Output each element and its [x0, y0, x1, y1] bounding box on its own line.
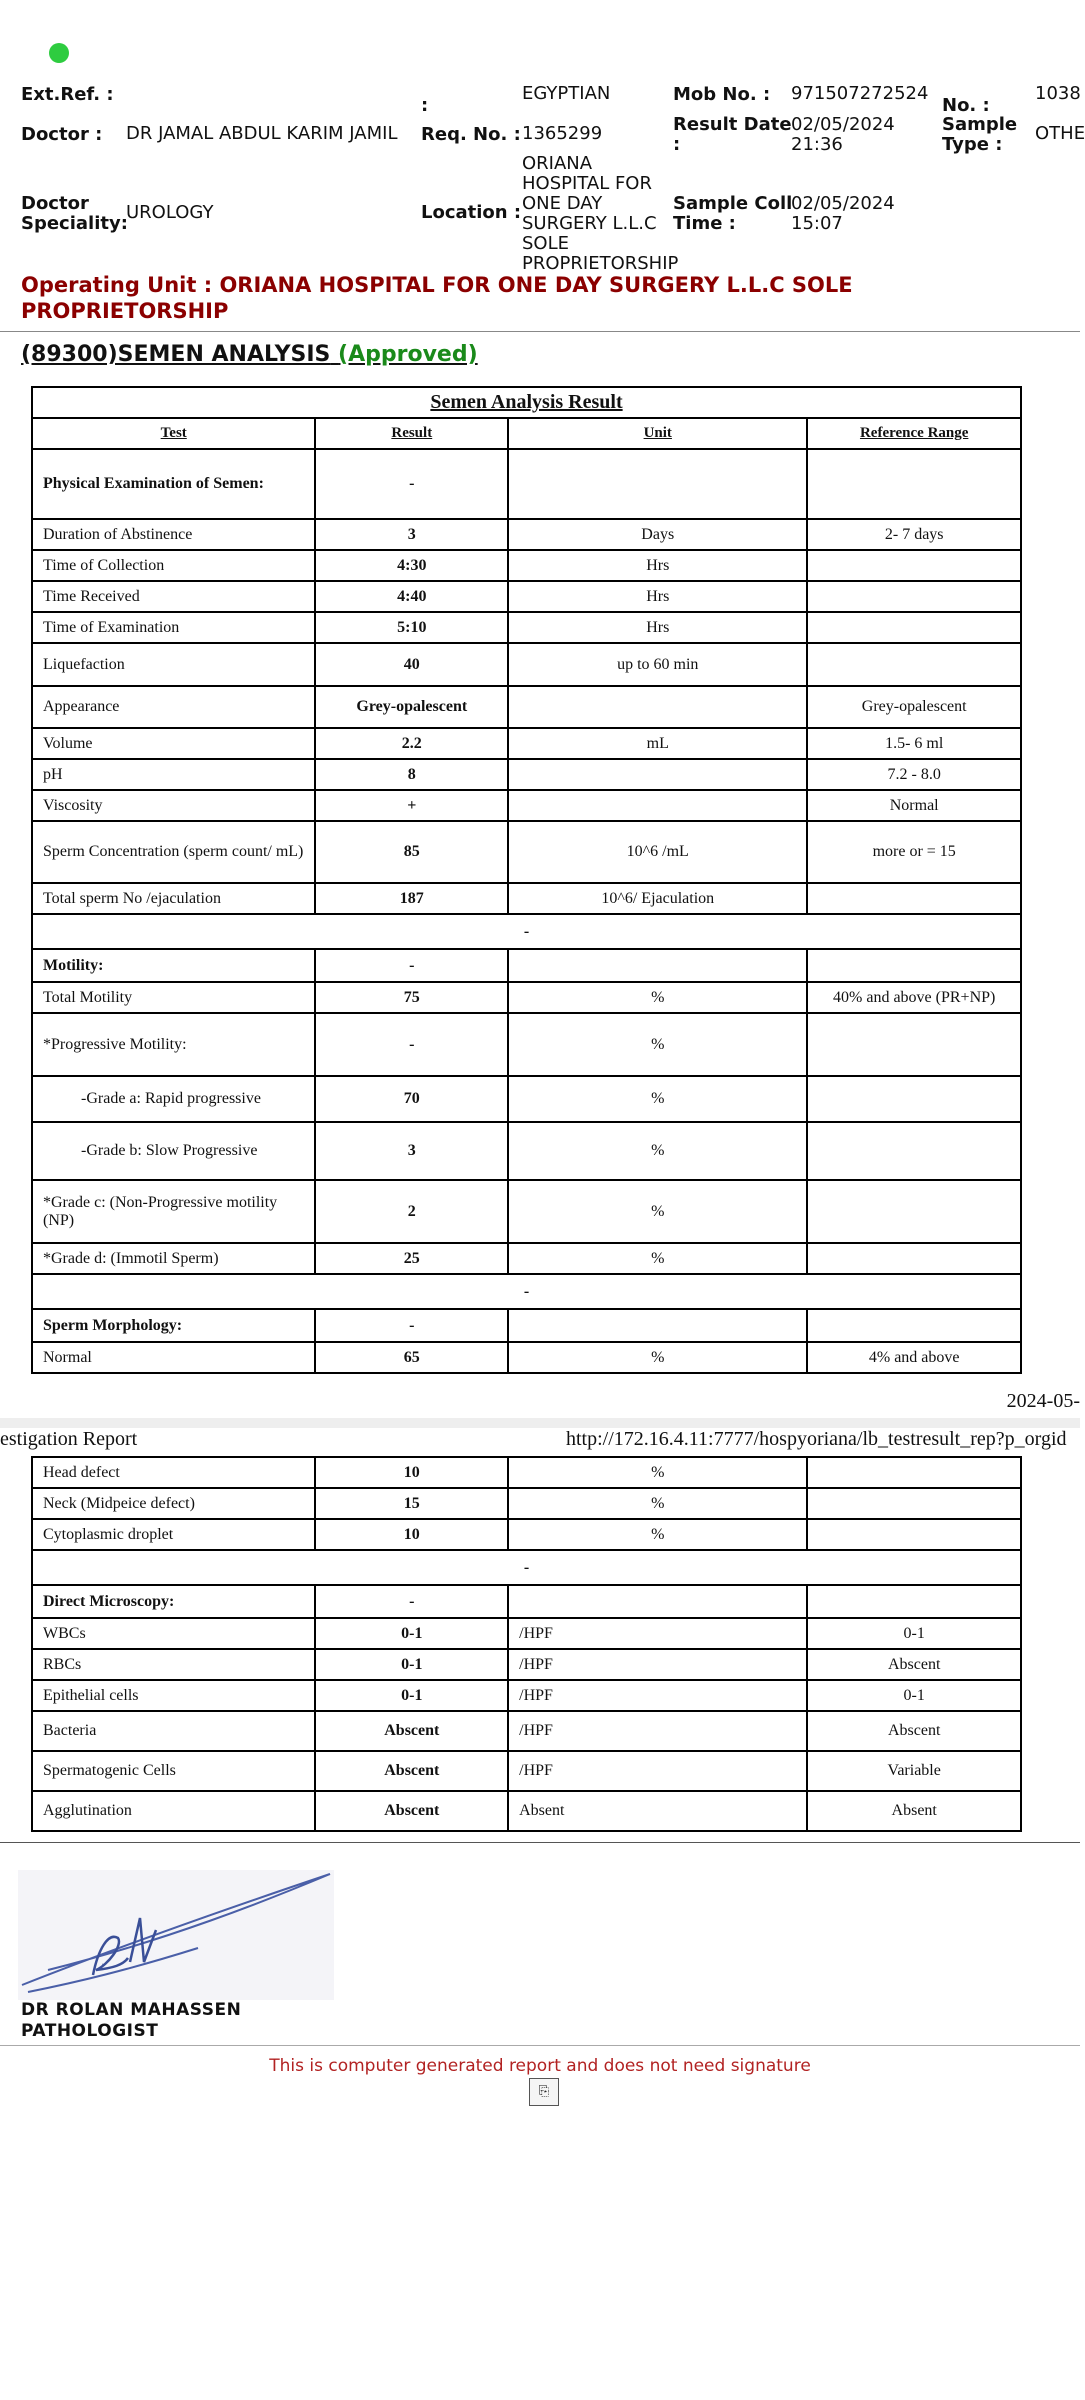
cell-unit: % — [508, 1457, 807, 1488]
result-date-value: 02/05/2024 21:36 — [791, 114, 895, 155]
location-label: Location : — [421, 202, 522, 223]
cell-unit: Absent — [508, 1791, 807, 1831]
table-row — [32, 1519, 1021, 1550]
cell-test: Normal — [32, 1342, 315, 1373]
table-row — [32, 1243, 1021, 1274]
cell-unit — [508, 449, 807, 519]
table-row — [32, 821, 1021, 883]
cell-reference — [807, 949, 1021, 982]
req-label: Req. No. : — [421, 124, 521, 145]
table-row — [32, 728, 1021, 759]
cell-unit: % — [508, 982, 807, 1013]
cell-reference — [807, 1309, 1021, 1342]
cell-reference — [807, 883, 1021, 914]
cell-reference — [807, 1180, 1021, 1243]
approval-status: (Approved) — [338, 342, 478, 367]
cell-reference: Abscent — [807, 1649, 1021, 1680]
cell-reference — [807, 643, 1021, 686]
table-row — [32, 1711, 1021, 1751]
table-row — [32, 1274, 1021, 1309]
cell-test: Bacteria — [32, 1711, 315, 1751]
test-title — [21, 342, 478, 367]
table-row — [32, 1618, 1021, 1649]
cell-unit: % — [508, 1180, 807, 1243]
cell-reference — [807, 1457, 1021, 1488]
table-row — [32, 1013, 1021, 1076]
cell-reference: Grey-opalescent — [807, 686, 1021, 728]
cell-reference — [807, 1488, 1021, 1519]
table-row — [32, 612, 1021, 643]
document-icon[interactable]: ⎘ — [529, 2078, 559, 2106]
speciality-value: UROLOGY — [126, 202, 214, 223]
cell-result: - — [315, 1013, 508, 1076]
table-row — [32, 1791, 1021, 1831]
cell-unit: mL — [508, 728, 807, 759]
cell-result: - — [315, 949, 508, 982]
signature-image — [18, 1870, 334, 2000]
cell-reference — [807, 1585, 1021, 1618]
cell-test: Epithelial cells — [32, 1680, 315, 1711]
table-row — [32, 449, 1021, 519]
cell-test: Time of Examination — [32, 612, 315, 643]
table-row — [32, 1457, 1021, 1488]
cell-result: 0-1 — [315, 1618, 508, 1649]
cell-test: Sperm Morphology: — [32, 1309, 315, 1342]
ext-ref-label: Ext.Ref. : — [21, 84, 114, 105]
cell-reference — [807, 612, 1021, 643]
cell-result: 15 — [315, 1488, 508, 1519]
cell-result: Abscent — [315, 1751, 508, 1791]
cell-unit: % — [508, 1243, 807, 1274]
cell-test: *Grade d: (Immotil Sperm) — [32, 1243, 315, 1274]
mob-value: 971507272524 — [791, 83, 929, 104]
cell-result: 0-1 — [315, 1680, 508, 1711]
table-row — [32, 883, 1021, 914]
table-row — [32, 1751, 1021, 1791]
table-row — [32, 550, 1021, 581]
cell-test: RBCs — [32, 1649, 315, 1680]
row-separator: - — [32, 914, 1021, 949]
cell-reference: 4% and above — [807, 1342, 1021, 1373]
doctor-signature-block — [21, 2000, 241, 2042]
cell-unit: 10^6/ Ejaculation — [508, 883, 807, 914]
test-name: (89300)SEMEN ANALYSIS — [21, 342, 331, 367]
cell-result: 4:30 — [315, 550, 508, 581]
cell-reference: 40% and above (PR+NP) — [807, 982, 1021, 1013]
cell-reference — [807, 449, 1021, 519]
table-row — [32, 1122, 1021, 1180]
semen-analysis-table — [31, 386, 1022, 1374]
col-reference: Reference Range — [807, 418, 1021, 449]
cell-test: Motility: — [32, 949, 315, 982]
cell-reference: 7.2 - 8.0 — [807, 759, 1021, 790]
cell-unit: % — [508, 1342, 807, 1373]
cell-test: Sperm Concentration (sperm count/ mL) — [32, 821, 315, 883]
cell-unit: 10^6 /mL — [508, 821, 807, 883]
cell-reference: 2- 7 days — [807, 519, 1021, 550]
col-test: Test — [32, 418, 315, 449]
table-row — [32, 1180, 1021, 1243]
table-row — [32, 1488, 1021, 1519]
table-row — [32, 914, 1021, 949]
doctor-value: DR JAMAL ABDUL KARIM JAMIL — [126, 123, 398, 144]
cell-test: Liquefaction — [32, 643, 315, 686]
cell-reference — [807, 1013, 1021, 1076]
cell-result: 2 — [315, 1180, 508, 1243]
result-date-label: Result Date : — [673, 114, 792, 155]
cell-unit: /HPF — [508, 1618, 807, 1649]
table-body-1 — [32, 449, 1021, 1373]
cell-unit: Hrs — [508, 581, 807, 612]
cell-unit — [508, 949, 807, 982]
cell-reference: more or = 15 — [807, 821, 1021, 883]
cell-result: 3 — [315, 519, 508, 550]
table-row — [32, 949, 1021, 982]
cell-test: WBCs — [32, 1618, 315, 1649]
sample-coll-value: 02/05/2024 15:07 — [791, 193, 895, 234]
cell-result: - — [315, 1585, 508, 1618]
cell-test: Viscosity — [32, 790, 315, 821]
cell-unit — [508, 759, 807, 790]
nationality-colon: : — [421, 95, 429, 116]
cell-test: Physical Examination of Semen: — [32, 449, 315, 519]
cell-test: *Progressive Motility: — [32, 1013, 315, 1076]
table-row — [32, 1585, 1021, 1618]
cell-unit: % — [508, 1488, 807, 1519]
cell-unit: Hrs — [508, 612, 807, 643]
page-gap — [0, 1418, 1080, 1428]
cell-test: pH — [32, 759, 315, 790]
sample-coll-label: Sample Coll Time : — [673, 193, 793, 234]
sample-type-value: OTHE — [1035, 123, 1085, 144]
cell-test: Volume — [32, 728, 315, 759]
no-value: 1038 — [1035, 83, 1081, 104]
cell-result: Grey-opalescent — [315, 686, 508, 728]
cell-unit: Hrs — [508, 550, 807, 581]
divider — [0, 2045, 1080, 2046]
col-result: Result — [315, 418, 508, 449]
cell-unit — [508, 1309, 807, 1342]
cell-reference: 0-1 — [807, 1618, 1021, 1649]
table-row — [32, 643, 1021, 686]
cell-result: 70 — [315, 1076, 508, 1122]
no-label: No. : — [942, 95, 990, 116]
cell-test: Appearance — [32, 686, 315, 728]
doctor-label: Doctor : — [21, 124, 103, 145]
cell-unit: /HPF — [508, 1751, 807, 1791]
report-title-fragment: estigation Report — [0, 1428, 138, 1450]
cell-test: -Grade b: Slow Progressive — [32, 1122, 315, 1180]
cell-result: - — [315, 1309, 508, 1342]
cell-reference: Variable — [807, 1751, 1021, 1791]
table-row — [32, 1649, 1021, 1680]
cell-unit: % — [508, 1122, 807, 1180]
table-row — [32, 519, 1021, 550]
mob-label: Mob No. : — [673, 84, 771, 105]
cell-reference — [807, 581, 1021, 612]
cell-reference: 1.5- 6 ml — [807, 728, 1021, 759]
table-row — [32, 1309, 1021, 1342]
cell-result: + — [315, 790, 508, 821]
cell-test: Cytoplasmic droplet — [32, 1519, 315, 1550]
cell-result: 0-1 — [315, 1649, 508, 1680]
table-body-2 — [32, 1457, 1021, 1831]
sample-type-label: Sample Type : — [942, 114, 1018, 155]
table-row — [32, 686, 1021, 728]
pathologist-name: DR ROLAN MAHASSEN — [21, 2000, 242, 2020]
cell-result: 4:40 — [315, 581, 508, 612]
cell-test: Direct Microscopy: — [32, 1585, 315, 1618]
cell-result: 10 — [315, 1519, 508, 1550]
location-value: ORIANA HOSPITAL FOR ONE DAY SURGERY L.L.C SOLE PROPRIETORSHIP — [522, 153, 679, 274]
cell-result: 187 — [315, 883, 508, 914]
table-row — [32, 790, 1021, 821]
cell-test: -Grade a: Rapid progressive — [32, 1076, 315, 1122]
cell-reference: Abscent — [807, 1711, 1021, 1751]
cell-result: 65 — [315, 1342, 508, 1373]
cell-unit — [508, 1585, 807, 1618]
cell-test: *Grade c: (Non-Progressive motility (NP) — [32, 1180, 315, 1243]
cell-result: - — [315, 449, 508, 519]
cell-result: 40 — [315, 643, 508, 686]
signature-initials: RM — [102, 1964, 106, 1966]
report-url: http://172.16.4.11:7777/hospyoriana/lb_testresult_rep?p_orgid — [566, 1428, 1067, 1450]
table-row — [32, 1550, 1021, 1585]
cell-reference: Normal — [807, 790, 1021, 821]
status-dot — [49, 43, 69, 63]
cell-unit — [508, 686, 807, 728]
cell-test: Spermatogenic Cells — [32, 1751, 315, 1791]
cell-result: 85 — [315, 821, 508, 883]
row-separator: - — [32, 1550, 1021, 1585]
table-row — [32, 1680, 1021, 1711]
table-row — [32, 1076, 1021, 1122]
footer-note: This is computer generated report and does not need signature — [269, 2056, 811, 2076]
page-date: 2024-05- — [1006, 1390, 1080, 1412]
cell-unit: Days — [508, 519, 807, 550]
row-separator: - — [32, 1274, 1021, 1309]
cell-reference — [807, 1122, 1021, 1180]
divider — [0, 331, 1080, 332]
cell-result: 5:10 — [315, 612, 508, 643]
cell-reference — [807, 1519, 1021, 1550]
cell-result: 75 — [315, 982, 508, 1013]
cell-test: Total sperm No /ejaculation — [32, 883, 315, 914]
cell-reference — [807, 1076, 1021, 1122]
cell-unit — [508, 790, 807, 821]
divider — [0, 1842, 1080, 1843]
cell-reference: Absent — [807, 1791, 1021, 1831]
table-caption: Semen Analysis Result — [32, 387, 1021, 418]
cell-test: Agglutination — [32, 1791, 315, 1831]
cell-result: 2.2 — [315, 728, 508, 759]
cell-test: Neck (Midpeice defect) — [32, 1488, 315, 1519]
nationality-value: EGYPTIAN — [522, 83, 611, 104]
cell-result: Abscent — [315, 1711, 508, 1751]
speciality-label: Doctor Speciality: — [21, 193, 128, 234]
cell-test: Total Motility — [32, 982, 315, 1013]
cell-result: Abscent — [315, 1791, 508, 1831]
cell-test: Time Received — [32, 581, 315, 612]
cell-reference: 0-1 — [807, 1680, 1021, 1711]
req-value: 1365299 — [522, 123, 603, 144]
semen-analysis-table-continued — [31, 1456, 1022, 1832]
cell-test: Head defect — [32, 1457, 315, 1488]
cell-unit: up to 60 min — [508, 643, 807, 686]
cell-result: 25 — [315, 1243, 508, 1274]
cell-unit: % — [508, 1013, 807, 1076]
table-row — [32, 1342, 1021, 1373]
cell-result: 3 — [315, 1122, 508, 1180]
table-row — [32, 982, 1021, 1013]
table-row — [32, 581, 1021, 612]
cell-test: Time of Collection — [32, 550, 315, 581]
cell-reference — [807, 1243, 1021, 1274]
col-unit: Unit — [508, 418, 807, 449]
cell-unit: % — [508, 1076, 807, 1122]
cell-result: 8 — [315, 759, 508, 790]
cell-unit: % — [508, 1519, 807, 1550]
cell-reference — [807, 550, 1021, 581]
pathologist-title: PATHOLOGIST — [21, 2021, 159, 2041]
cell-unit: /HPF — [508, 1649, 807, 1680]
cell-result: 10 — [315, 1457, 508, 1488]
cell-unit: /HPF — [508, 1680, 807, 1711]
operating-unit: Operating Unit : ORIANA HOSPITAL FOR ONE DAY SURGERY L.L.C SOLE PROPRIETORSHIP — [21, 273, 853, 323]
cell-test: Duration of Abstinence — [32, 519, 315, 550]
table-row — [32, 759, 1021, 790]
cell-unit: /HPF — [508, 1711, 807, 1751]
